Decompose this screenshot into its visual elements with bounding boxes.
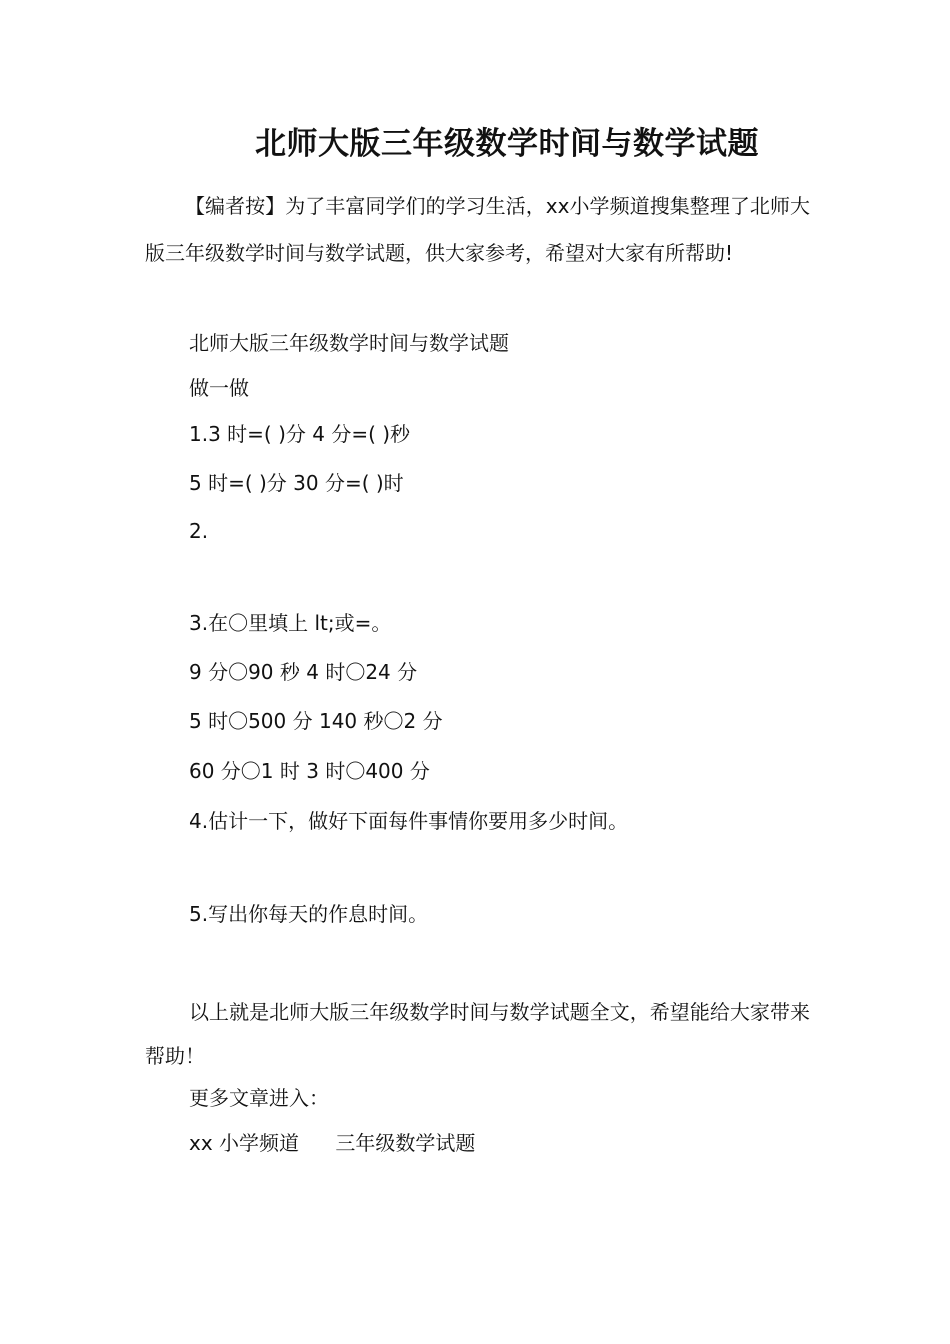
question-3-line-2: 5 时〇500 分 140 秒〇2 分 bbox=[189, 709, 443, 733]
document-title: 北师大版三年级数学时间与数学试题 bbox=[255, 126, 759, 162]
related-links bbox=[189, 1129, 475, 1157]
question-3: 3.在〇里填上 lt;或=。 bbox=[189, 611, 392, 635]
question-2: 2. bbox=[189, 519, 209, 543]
link-grade3-math-tests[interactable]: 三年级数学试题 bbox=[335, 1131, 476, 1155]
subtitle: 北师大版三年级数学时间与数学试题 bbox=[189, 331, 509, 355]
question-1-line-1: 1.3 时=( )分 4 分=( )秒 bbox=[189, 422, 411, 446]
section-heading: 做一做 bbox=[189, 376, 249, 400]
closing-paragraph: 以上就是北师大版三年级数学时间与数学试题全文，希望能给大家带来帮助！ bbox=[145, 1000, 810, 1068]
more-articles-label: 更多文章进入： bbox=[189, 1086, 329, 1110]
question-3-line-3: 60 分〇1 时 3 时〇400 分 bbox=[189, 759, 430, 783]
question-5: 5.写出你每天的作息时间。 bbox=[189, 902, 429, 926]
question-3-line-1: 9 分〇90 秒 4 时〇24 分 bbox=[189, 660, 418, 684]
link-xiaoxue-channel[interactable]: xx 小学频道 bbox=[189, 1131, 300, 1155]
intro-paragraph: 【编者按】为了丰富同学们的学习生活，xx小学频道搜集整理了北师大版三年级数学时间与数学试题，供大家参考，希望对大家有所帮助! bbox=[145, 194, 810, 265]
question-4: 4.估计一下，做好下面每件事情你要用多少时间。 bbox=[189, 809, 629, 833]
question-1-line-2: 5 时=( )分 30 分=( )时 bbox=[189, 471, 404, 495]
